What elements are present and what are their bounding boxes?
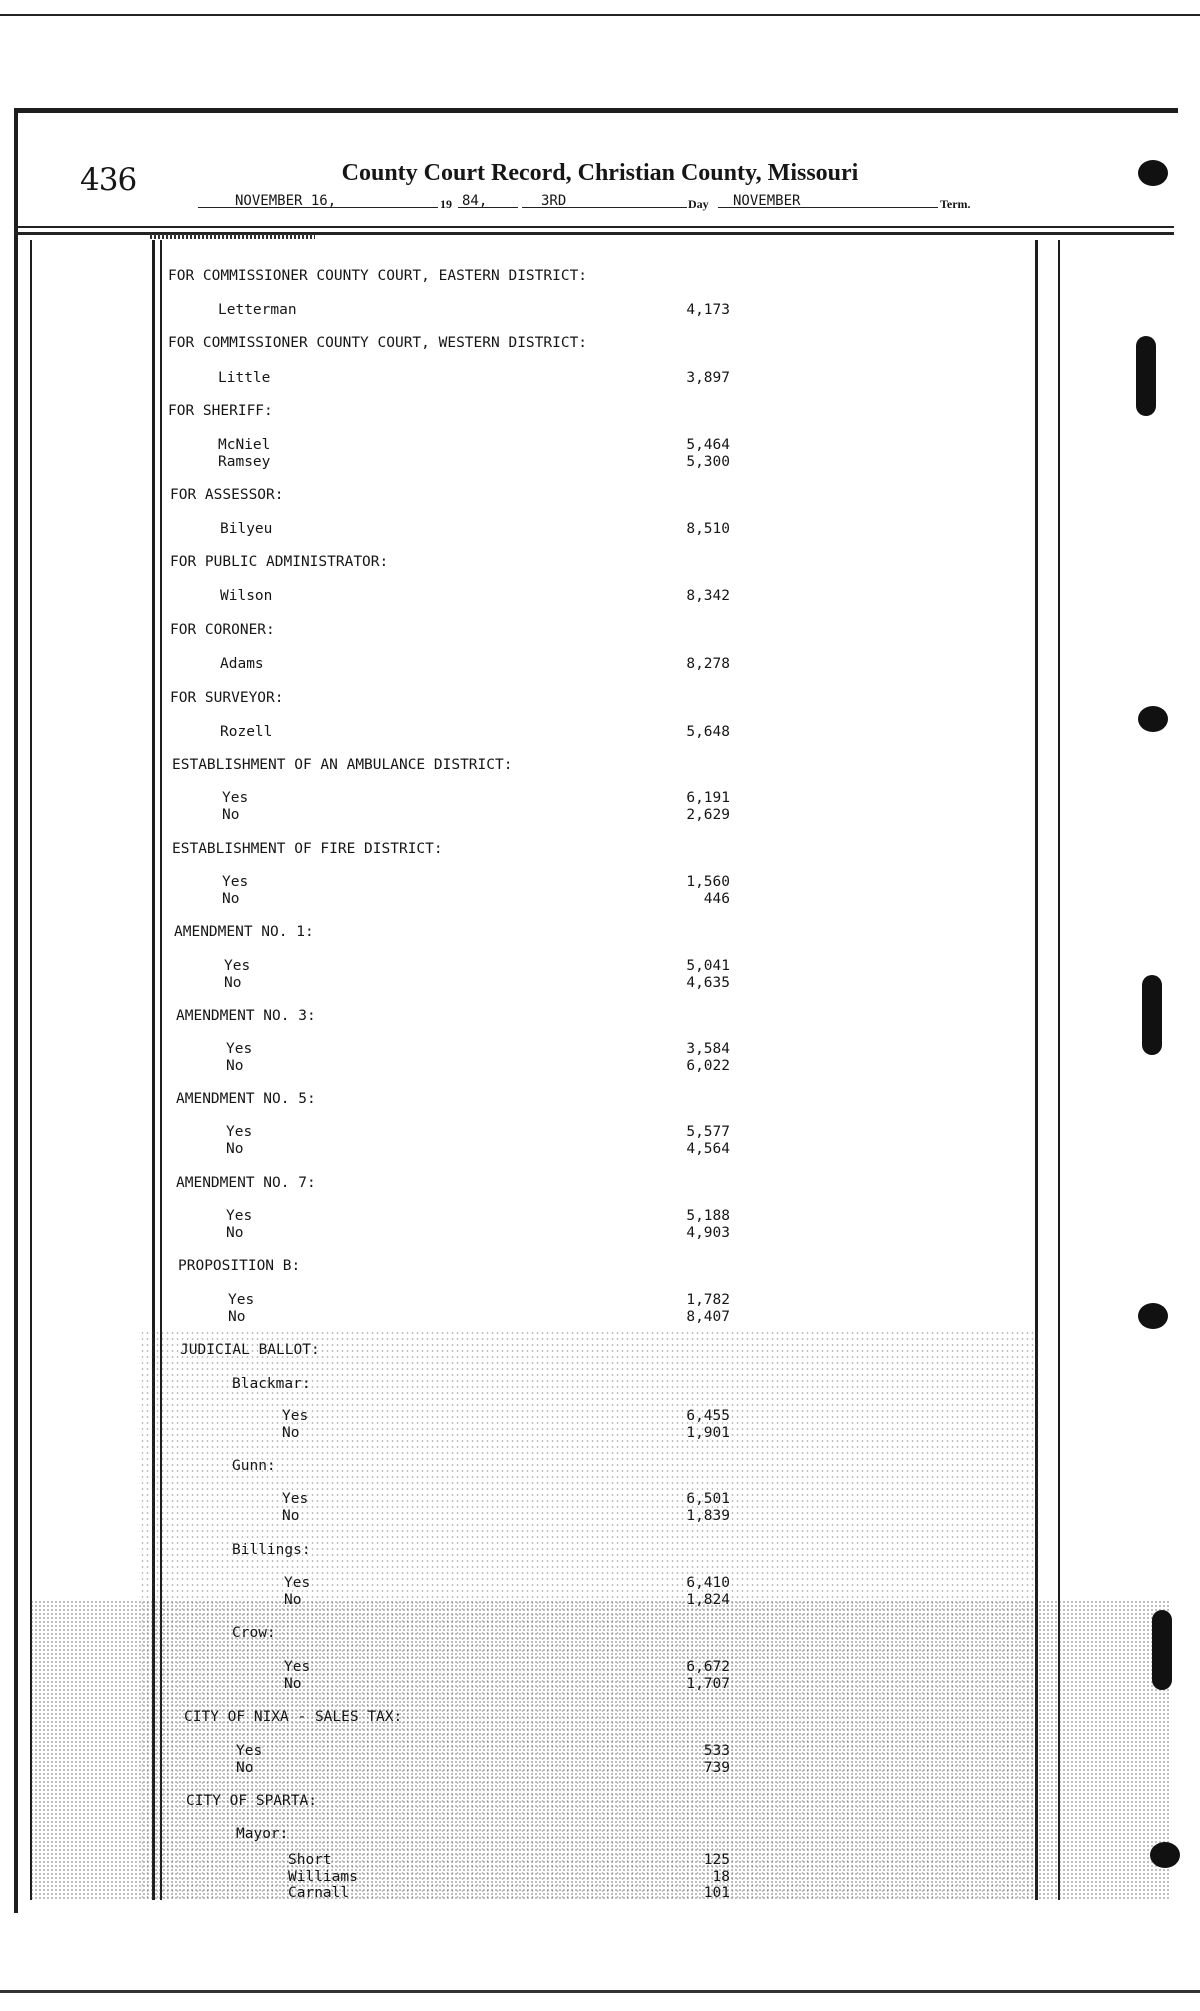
choice-label: Adams	[220, 656, 264, 672]
choice-label: No	[236, 1760, 254, 1776]
choice-label: McNiel	[218, 437, 271, 453]
term-value: NOVEMBER	[733, 193, 801, 209]
section-heading: AMENDMENT NO. 1:	[174, 924, 314, 940]
choice-label: No	[226, 1141, 244, 1157]
choice-label: Ramsey	[218, 454, 271, 470]
choice-label: Yes	[228, 1292, 255, 1308]
section-heading: FOR PUBLIC ADMINISTRATOR:	[170, 554, 389, 570]
vote-count: 4,173	[686, 302, 730, 318]
choice-label: No	[226, 1225, 244, 1241]
vote-count: 1,839	[686, 1508, 730, 1524]
vote-count: 5,300	[686, 454, 730, 470]
page-title: County Court Record, Christian County, Missouri	[341, 160, 859, 186]
choice-label: No	[224, 975, 242, 991]
section-heading: ESTABLISHMENT OF FIRE DISTRICT:	[172, 841, 443, 857]
binder-hole	[1138, 1303, 1168, 1329]
page-number: 436	[80, 162, 137, 198]
binder-slot	[1142, 975, 1162, 1055]
day-label: Day	[688, 197, 709, 211]
vote-count: 8,407	[686, 1309, 730, 1325]
section-heading: JUDICIAL BALLOT:	[180, 1342, 320, 1358]
vote-count: 533	[703, 1743, 730, 1759]
vote-count: 5,041	[686, 958, 730, 974]
vote-count: 6,501	[686, 1491, 730, 1507]
day-value: 3RD	[541, 193, 567, 209]
choice-label: Letterman	[218, 302, 297, 318]
section-heading: Blackmar:	[232, 1376, 311, 1392]
vote-count: 3,584	[686, 1041, 730, 1057]
section-heading: FOR SHERIFF:	[168, 403, 273, 419]
section-heading: ESTABLISHMENT OF AN AMBULANCE DISTRICT:	[172, 757, 513, 773]
choice-label: Little	[218, 370, 271, 386]
choice-label: Yes	[284, 1659, 311, 1675]
vote-count: 8,510	[686, 521, 730, 537]
choice-label: Yes	[284, 1575, 311, 1591]
printer-imprint-line	[150, 234, 315, 239]
choice-label: No	[222, 891, 240, 907]
section-heading: FOR COMMISSIONER COUNTY COURT, WESTERN DISTRICT:	[168, 335, 588, 351]
choice-label: Wilson	[220, 588, 273, 604]
vote-count: 6,455	[686, 1408, 730, 1424]
binder-hole	[1138, 706, 1168, 732]
vote-count: 6,410	[686, 1575, 730, 1591]
vote-count: 2,629	[686, 807, 730, 823]
section-heading: FOR CORONER:	[170, 622, 275, 638]
choice-label: Yes	[226, 1041, 253, 1057]
vote-count: 8,278	[686, 656, 730, 672]
term-label: Term.	[940, 197, 971, 211]
section-heading: CITY OF SPARTA:	[186, 1793, 317, 1809]
vote-count: 446	[703, 891, 730, 907]
vote-count: 5,648	[686, 724, 730, 740]
vote-count: 6,022	[686, 1058, 730, 1074]
section-heading: AMENDMENT NO. 7:	[176, 1175, 316, 1191]
vote-count: 18	[712, 1869, 730, 1885]
binder-hole	[1150, 1842, 1180, 1868]
choice-label: Williams	[288, 1869, 358, 1885]
binder-slot	[1136, 336, 1156, 416]
choice-label: Yes	[282, 1408, 309, 1424]
choice-label: Yes	[236, 1743, 263, 1759]
top-edge-rule	[0, 14, 1200, 16]
vote-count: 1,560	[686, 874, 730, 890]
choice-label: Yes	[282, 1491, 309, 1507]
vote-count: 739	[703, 1760, 730, 1776]
section-heading: AMENDMENT NO. 3:	[176, 1008, 316, 1024]
vote-count: 4,635	[686, 975, 730, 991]
choice-label: No	[282, 1508, 300, 1524]
bottom-edge-rule	[0, 1990, 1200, 1993]
choice-label: No	[226, 1058, 244, 1074]
year-value: 84,	[462, 193, 488, 209]
section-heading: Gunn:	[232, 1458, 276, 1474]
vote-count: 1,782	[686, 1292, 730, 1308]
vote-count: 6,672	[686, 1659, 730, 1675]
choice-label: No	[284, 1592, 302, 1608]
vote-count: 5,188	[686, 1208, 730, 1224]
choice-label: Rozell	[220, 724, 273, 740]
section-heading: FOR COMMISSIONER COUNTY COURT, EASTERN DISTRICT:	[168, 268, 588, 284]
section-heading: Billings:	[232, 1542, 311, 1558]
section-heading: CITY OF NIXA - SALES TAX:	[184, 1709, 403, 1725]
vote-count: 125	[703, 1852, 730, 1868]
choice-label: No	[222, 807, 240, 823]
header-rule-upper	[14, 226, 1174, 228]
choice-label: Carnall	[288, 1885, 350, 1901]
choice-label: Yes	[222, 790, 249, 806]
year-prefix: 19	[440, 197, 452, 211]
date-value: NOVEMBER 16,	[235, 193, 337, 209]
vote-count: 4,564	[686, 1141, 730, 1157]
section-heading: PROPOSITION B:	[178, 1258, 301, 1274]
section-heading: FOR SURVEYOR:	[170, 690, 284, 706]
section-heading: Crow:	[232, 1625, 276, 1641]
scan-noise-bottom	[30, 1600, 1170, 1900]
choice-label: No	[228, 1309, 246, 1325]
choice-label: Yes	[226, 1124, 253, 1140]
vote-count: 8,342	[686, 588, 730, 604]
choice-label: Yes	[222, 874, 249, 890]
choice-label: Bilyeu	[220, 521, 273, 537]
binder-slot	[1152, 1610, 1172, 1690]
choice-label: No	[282, 1425, 300, 1441]
vote-count: 1,901	[686, 1425, 730, 1441]
vote-count: 5,464	[686, 437, 730, 453]
vote-count: 6,191	[686, 790, 730, 806]
binder-hole	[1138, 160, 1168, 186]
vote-count: 3,897	[686, 370, 730, 386]
vote-count: 101	[703, 1885, 730, 1901]
vote-count: 1,707	[686, 1676, 730, 1692]
choice-label: Short	[288, 1852, 332, 1868]
vote-count: 4,903	[686, 1225, 730, 1241]
choice-label: Yes	[224, 958, 251, 974]
vote-count: 5,577	[686, 1124, 730, 1140]
section-heading: FOR ASSESSOR:	[170, 487, 284, 503]
section-heading: AMENDMENT NO. 5:	[176, 1091, 316, 1107]
choice-label: No	[284, 1676, 302, 1692]
vote-count: 1,824	[686, 1592, 730, 1608]
choice-label: Yes	[226, 1208, 253, 1224]
section-heading: Mayor:	[236, 1826, 289, 1842]
